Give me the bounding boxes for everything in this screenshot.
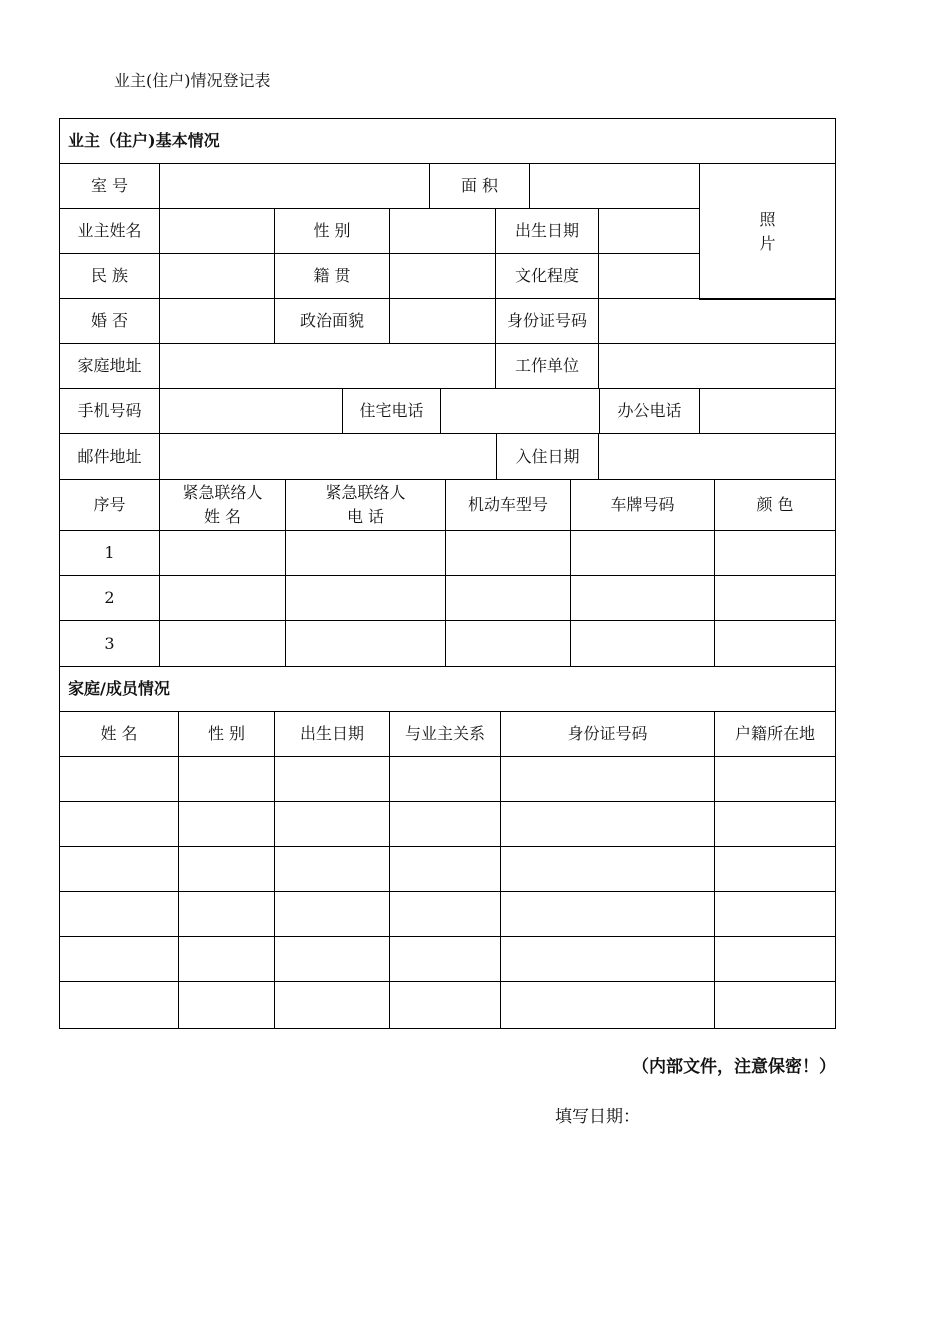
family-cell-id-number[interactable]	[500, 801, 715, 847]
confidential-note: （内部文件，注意保密！）	[632, 1057, 836, 1077]
family-cell-birth-date[interactable]	[274, 801, 390, 847]
contacts-row-name[interactable]	[159, 620, 286, 667]
form-title: 业主(住户)情况登记表	[114, 71, 271, 90]
field-mail-address[interactable]	[159, 433, 497, 480]
photo-box[interactable]	[699, 163, 836, 300]
family-header-gender: 性 别	[178, 711, 275, 757]
field-office-phone[interactable]	[699, 388, 836, 434]
family-cell-name[interactable]	[59, 981, 179, 1029]
field-move-in-date[interactable]	[598, 433, 836, 480]
contacts-header-plate: 车牌号码	[570, 479, 715, 531]
contacts-header-color: 颜 色	[714, 479, 836, 531]
label-owner-name: 业主姓名	[59, 208, 160, 254]
field-mobile[interactable]	[159, 388, 343, 434]
family-cell-birth-date[interactable]	[274, 756, 390, 802]
label-gender: 性 别	[274, 208, 390, 254]
label-marital: 婚 否	[59, 298, 160, 344]
photo-label-line2: 片	[759, 233, 776, 253]
field-area[interactable]	[529, 163, 700, 209]
family-section-heading: 家庭/成员情况	[59, 666, 836, 712]
family-cell-name[interactable]	[59, 891, 179, 937]
field-home-phone[interactable]	[440, 388, 600, 434]
family-cell-relation[interactable]	[389, 801, 501, 847]
contacts-header-phone	[285, 479, 446, 531]
family-cell-gender[interactable]	[178, 981, 275, 1029]
label-office-phone: 办公电话	[599, 388, 700, 434]
family-cell-hukou[interactable]	[714, 801, 836, 847]
contacts-row-plate[interactable]	[570, 575, 715, 621]
field-home-address[interactable]	[159, 343, 496, 389]
family-cell-name[interactable]	[59, 801, 179, 847]
family-cell-id-number[interactable]	[500, 756, 715, 802]
family-cell-id-number[interactable]	[500, 891, 715, 937]
family-cell-gender[interactable]	[178, 891, 275, 937]
label-mobile: 手机号码	[59, 388, 160, 434]
contacts-row-plate[interactable]	[570, 620, 715, 667]
family-cell-birth-date[interactable]	[274, 981, 390, 1029]
contacts-row-name[interactable]	[159, 575, 286, 621]
label-area: 面 积	[429, 163, 530, 209]
contacts-row-phone[interactable]	[285, 530, 446, 576]
label-native-place: 籍 贯	[274, 253, 390, 299]
contacts-row-phone[interactable]	[285, 575, 446, 621]
contacts-row-vehicle-model[interactable]	[445, 575, 571, 621]
registration-table	[59, 118, 836, 1029]
family-cell-gender[interactable]	[178, 846, 275, 892]
family-cell-relation[interactable]	[389, 846, 501, 892]
contacts-row-vehicle-model[interactable]	[445, 620, 571, 667]
label-mail-address: 邮件地址	[59, 433, 160, 480]
family-cell-relation[interactable]	[389, 756, 501, 802]
label-ethnicity: 民 族	[59, 253, 160, 299]
label-birth-date: 出生日期	[495, 208, 599, 254]
contacts-header-name-line2: 姓 名	[203, 507, 242, 526]
fill-date-label: 填写日期：	[555, 1107, 640, 1127]
family-cell-birth-date[interactable]	[274, 891, 390, 937]
contacts-row-seq: 2	[59, 575, 160, 621]
field-marital[interactable]	[159, 298, 275, 344]
family-header-birth-date: 出生日期	[274, 711, 390, 757]
contacts-row-seq: 3	[59, 620, 160, 667]
contacts-header-vehicle-model: 机动车型号	[445, 479, 571, 531]
contacts-header-name	[159, 479, 286, 531]
family-cell-name[interactable]	[59, 756, 179, 802]
family-cell-relation[interactable]	[389, 891, 501, 937]
contacts-row-phone[interactable]	[285, 620, 446, 667]
family-cell-relation[interactable]	[389, 936, 501, 982]
family-cell-birth-date[interactable]	[274, 936, 390, 982]
family-cell-relation[interactable]	[389, 981, 501, 1029]
contacts-header-phone-line2: 电 话	[346, 507, 385, 526]
field-education[interactable]	[598, 253, 700, 299]
field-birth-date[interactable]	[598, 208, 700, 254]
contacts-row-vehicle-model[interactable]	[445, 530, 571, 576]
family-cell-hukou[interactable]	[714, 756, 836, 802]
field-political[interactable]	[389, 298, 496, 344]
family-cell-hukou[interactable]	[714, 981, 836, 1029]
label-home-phone: 住宅电话	[342, 388, 441, 434]
label-education: 文化程度	[495, 253, 599, 299]
label-political: 政治面貌	[274, 298, 390, 344]
contacts-header-name-line1: 紧急联络人	[182, 483, 263, 502]
label-move-in-date: 入住日期	[496, 433, 599, 480]
family-cell-hukou[interactable]	[714, 891, 836, 937]
family-cell-hukou[interactable]	[714, 936, 836, 982]
contacts-row-name[interactable]	[159, 530, 286, 576]
field-native-place[interactable]	[389, 253, 496, 299]
family-cell-id-number[interactable]	[500, 936, 715, 982]
family-header-hukou: 户籍所在地	[714, 711, 836, 757]
label-id-number: 身份证号码	[495, 298, 599, 344]
contacts-header-phone-line1: 紧急联络人	[325, 483, 406, 502]
family-cell-name[interactable]	[59, 846, 179, 892]
family-cell-gender[interactable]	[178, 756, 275, 802]
contacts-row-seq: 1	[59, 530, 160, 576]
field-gender[interactable]	[389, 208, 496, 254]
family-header-id-number: 身份证号码	[500, 711, 715, 757]
basic-section-heading: 业主（住户)基本情况	[59, 118, 836, 164]
field-employer[interactable]	[598, 343, 836, 389]
family-cell-id-number[interactable]	[500, 846, 715, 892]
field-room-no[interactable]	[159, 163, 430, 209]
family-cell-hukou[interactable]	[714, 846, 836, 892]
label-employer: 工作单位	[495, 343, 599, 389]
contacts-row-plate[interactable]	[570, 530, 715, 576]
field-owner-name[interactable]	[159, 208, 275, 254]
family-header-relation: 与业主关系	[389, 711, 501, 757]
field-id-number[interactable]	[598, 298, 836, 344]
contacts-row-color[interactable]	[714, 530, 836, 576]
contacts-row-color[interactable]	[714, 575, 836, 621]
family-header-name: 姓 名	[59, 711, 179, 757]
photo-label	[759, 208, 775, 256]
contacts-header-seq: 序号	[59, 479, 160, 531]
family-cell-name[interactable]	[59, 936, 179, 982]
family-cell-gender[interactable]	[178, 936, 275, 982]
family-cell-gender[interactable]	[178, 801, 275, 847]
label-room-no: 室 号	[59, 163, 160, 209]
field-ethnicity[interactable]	[159, 253, 275, 299]
photo-label-line1: 照	[759, 209, 776, 229]
contacts-row-color[interactable]	[714, 620, 836, 667]
label-home-address: 家庭地址	[59, 343, 160, 389]
family-cell-id-number[interactable]	[500, 981, 715, 1029]
family-cell-birth-date[interactable]	[274, 846, 390, 892]
